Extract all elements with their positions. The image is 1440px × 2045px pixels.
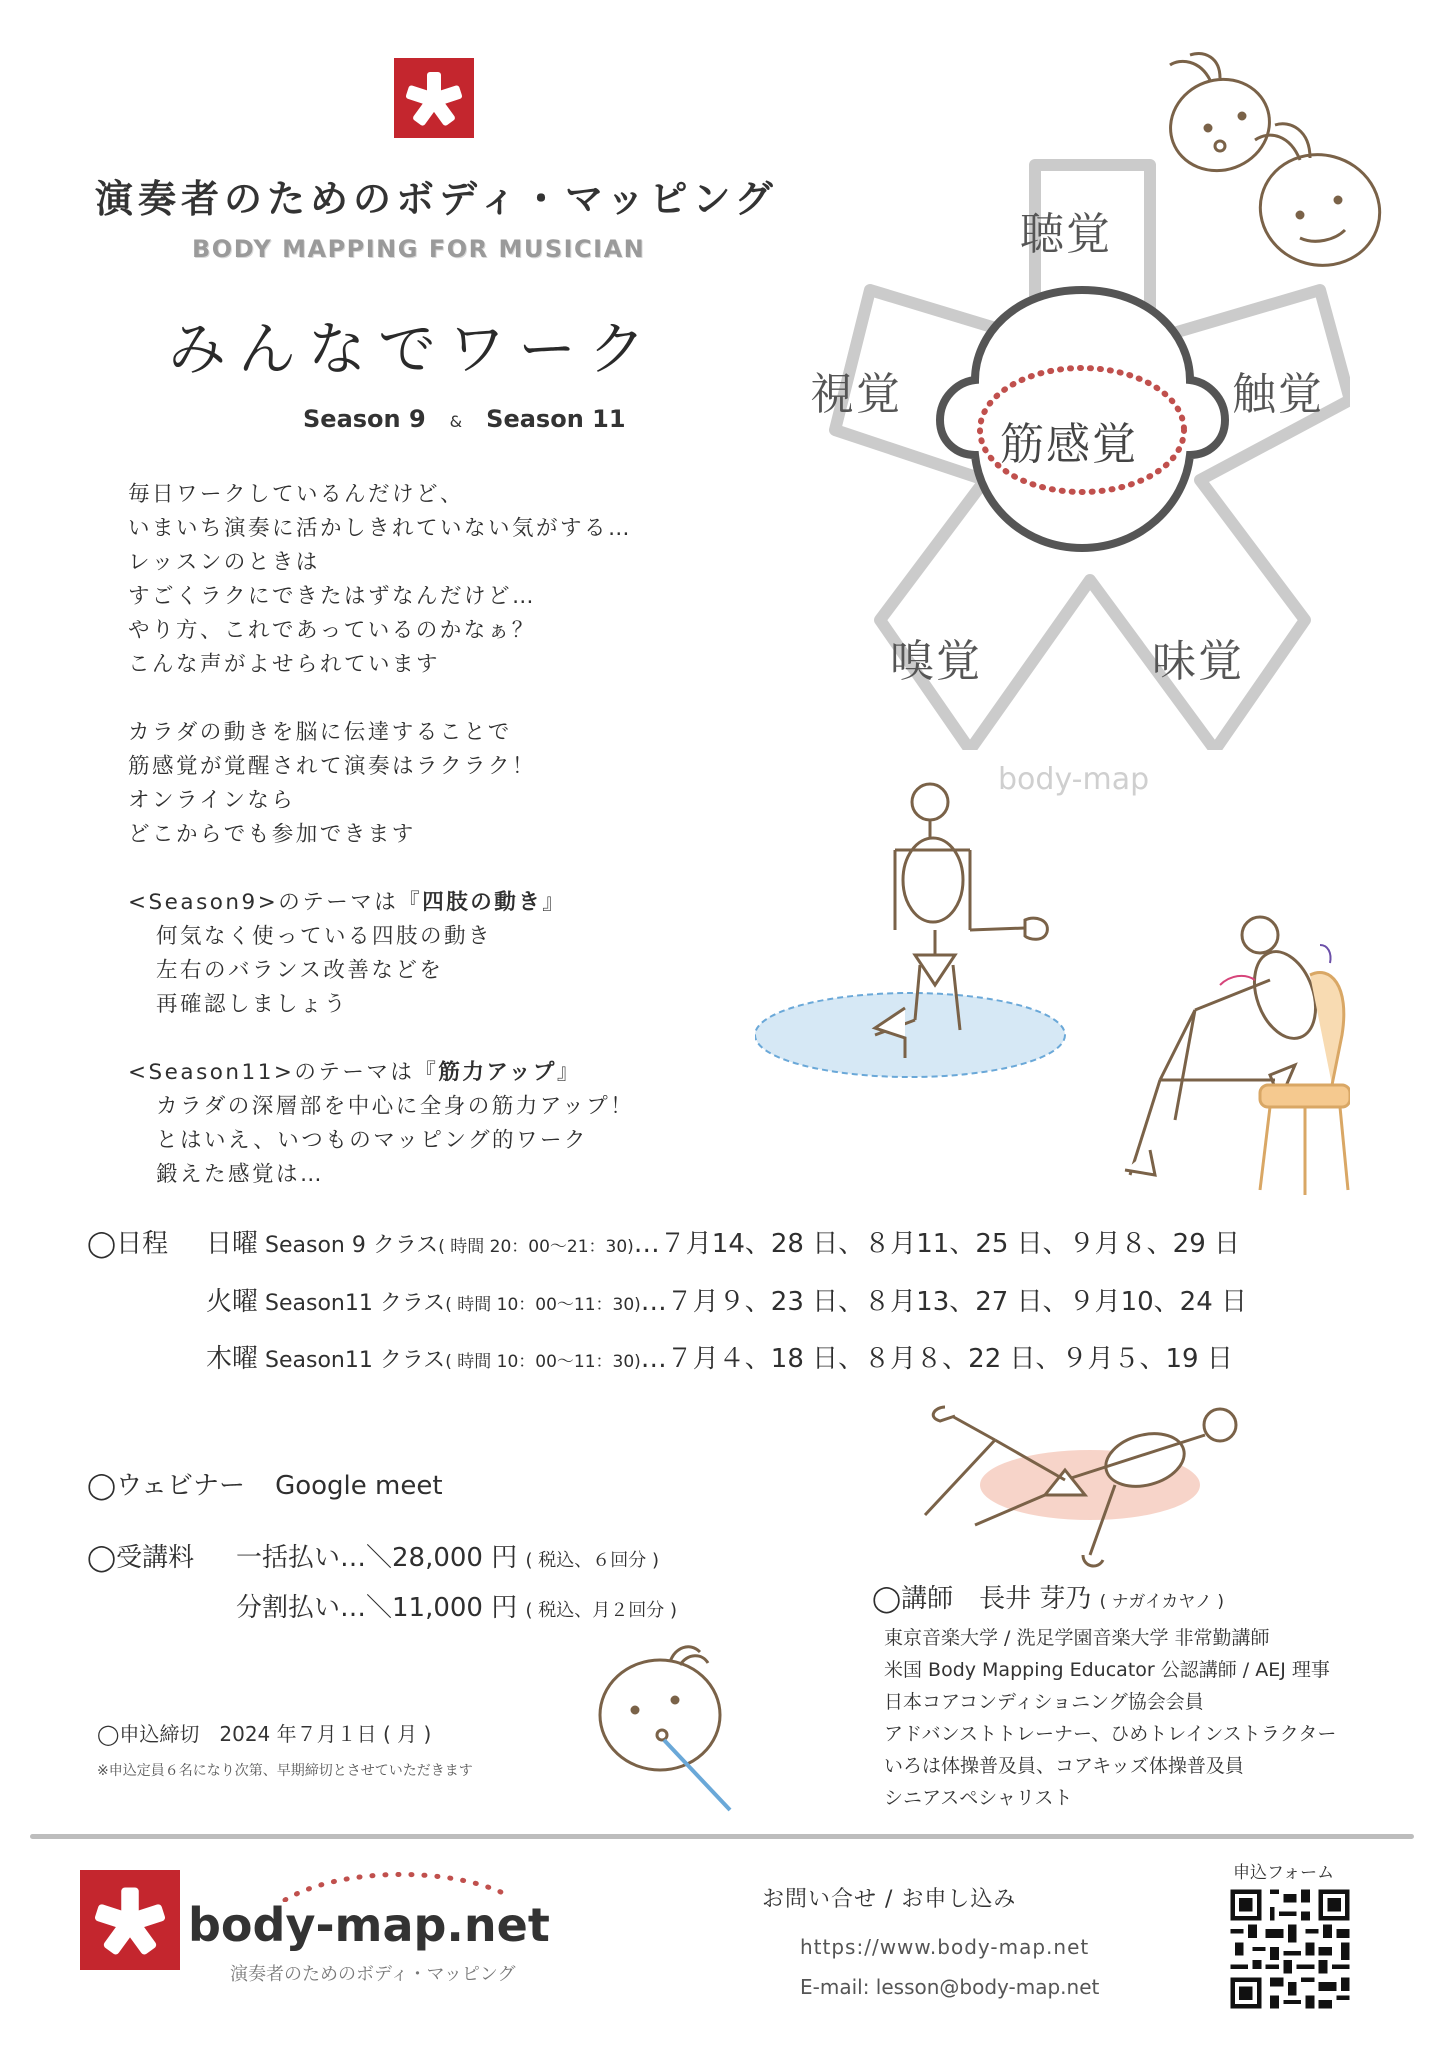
deadline: ◯申込締切 2024 年７月１日 ( 月 ) [97, 1722, 432, 1746]
season9-body: 何気なく使っている四肢の動き 左右のバランス改善などを 再確認しましょう [156, 924, 493, 1017]
schedule-class: Season 9 クラス [258, 1233, 439, 1258]
sense-hearing: 聴覚 [1020, 209, 1112, 260]
schedule-class: Season11 クラス [258, 1348, 446, 1373]
season11-heading [128, 1056, 634, 1090]
season11-body: カラダの深層部を中心に全身の筋力アップ！ とはいえ、いつものマッピング的ワーク 鍛えた感覚は… [156, 1094, 635, 1187]
schedule-row [206, 1281, 1247, 1318]
qr-label: 申込フォーム [1233, 1863, 1335, 1883]
page-subtitle: BODY MAPPING FOR MUSICIAN [192, 235, 646, 263]
season11-theme: 筋力アップ [438, 1060, 557, 1085]
season-amp: & [449, 412, 463, 431]
credential-item: 米国 Body Mapping Educator 公認講師 / AEJ 理事 [884, 1659, 1330, 1681]
seated-figure-illustration [1120, 905, 1350, 1195]
fee-lump-note: ( 税込、６回分 ) [525, 1550, 660, 1571]
lecturer-name: ◯講師 長井 芽乃 [872, 1584, 1092, 1614]
lecturer-heading [872, 1578, 1224, 1615]
sense-taste: 味覚 [1152, 636, 1244, 687]
fee-lump [236, 1537, 659, 1574]
asterisk-icon [394, 58, 474, 138]
child-face-illustration [590, 1640, 750, 1820]
season9-heading [128, 886, 634, 920]
sense-sight: 視覚 [810, 369, 902, 420]
credential-item: 東京音楽大学 / 洗足学園音楽大学 非常勤講師 [884, 1627, 1270, 1649]
intro-paragraph-1: 毎日ワークしているんだけど、 いまいち演奏に活かしきれていない気がする… レッスンのときは すごくラクにできたはずなんだけど… やり方、これであっているのかなぁ？ こんな声がよせられています [128, 482, 633, 677]
footer-divider [30, 1834, 1414, 1839]
fee-lump-amount: 一括払い…＼28,000 円 [236, 1543, 518, 1573]
season-b: Season 11 [486, 405, 626, 433]
intro-text [128, 478, 634, 1226]
schedule-row [206, 1223, 1240, 1260]
website-link[interactable]: https://www.body-map.net [800, 1935, 1090, 1959]
season9-heading-c: 』 [542, 890, 567, 915]
lecturer-kana: ( ナガイカヤノ ) [1099, 1592, 1225, 1612]
headline: みんなでワーク [168, 315, 659, 383]
schedule-time: ( 時間 20：00〜21：30) [438, 1237, 634, 1257]
fee-split-note: ( 税込、月２回分 ) [525, 1600, 678, 1621]
schedule-time: ( 時間 10：00〜11：30) [445, 1352, 641, 1372]
season9-theme: 四肢の動き [422, 890, 543, 915]
standing-figure-illustration [755, 780, 1085, 1090]
season11-heading-a: <Season11>のテーマは『 [128, 1060, 439, 1085]
sense-smell: 嗅覚 [890, 636, 982, 687]
credential-item: アドバンストトレーナー、ひめトレインストラクター [884, 1723, 1337, 1745]
schedule-day: 木曜 [206, 1344, 259, 1374]
fee-split [236, 1587, 677, 1624]
qr-code[interactable] [1226, 1885, 1354, 2013]
watermark: body-map [998, 762, 1150, 797]
webinar-row [87, 1465, 443, 1502]
intro-paragraph-2: カラダの動きを脳に伝達することで 筋感覚が覚醒されて演奏はラクラク！ オンラインなら どこからでも参加できます [128, 720, 537, 847]
sense-touch: 触覚 [1232, 369, 1324, 420]
webinar-label: ◯ウェビナー [87, 1471, 246, 1501]
asterisk-icon [80, 1870, 180, 1970]
brand-logo [394, 58, 474, 138]
footer-brand-sub: 演奏者のためのボディ・マッピング [230, 1964, 516, 1985]
fee-split-amount: 分割払い…＼11,000 円 [236, 1593, 518, 1623]
season-a: Season 9 [303, 405, 426, 433]
credential-item: 日本コアコンディショニング協会会員 [884, 1691, 1204, 1713]
schedule-dates: …７月４、18 日、８月８、22 日、９月５、19 日 [640, 1344, 1233, 1374]
credential-item: シニアスペシャリスト [884, 1787, 1073, 1809]
season-line [303, 405, 626, 433]
schedule-day: 火曜 [206, 1287, 259, 1317]
schedule-dates: …７月14、28 日、８月11、25 日、９月８、29 日 [633, 1229, 1241, 1259]
contact-heading: お問い合せ / お申し込み [762, 1887, 1017, 1912]
webinar-value: Google meet [275, 1471, 443, 1501]
season9-heading-a: <Season9>のテーマは『 [128, 890, 423, 915]
page-title: 演奏者のためのボディ・マッピング [95, 177, 778, 221]
sense-kinesthetic: 筋感覚 [1000, 419, 1138, 470]
email-link[interactable]: E-mail: lesson@body-map.net [800, 1975, 1100, 1999]
fee-label: ◯受講料 [87, 1543, 195, 1573]
schedule-dates: …７月９、23 日、８月13、27 日、９月10、24 日 [640, 1287, 1248, 1317]
schedule-label: ◯日程 [87, 1229, 169, 1259]
faces-illustration [1160, 50, 1400, 280]
lecturer-credentials [884, 1622, 1336, 1814]
deadline-note: ※申込定員６名になり次第、早期締切とさせていただきます [97, 1763, 473, 1779]
footer-logo [80, 1870, 180, 1970]
season11-heading-c: 』 [556, 1060, 581, 1085]
schedule-day: 日曜 [206, 1229, 259, 1259]
lying-figure-illustration [915, 1395, 1245, 1580]
schedule-class: Season11 クラス [258, 1291, 446, 1316]
schedule-row [206, 1338, 1233, 1375]
schedule-time: ( 時間 10：00〜11：30) [445, 1295, 641, 1315]
credential-item: いろは体操普及員、コアキッズ体操普及員 [884, 1755, 1244, 1777]
footer-brand: body-map.net [188, 1898, 550, 1952]
